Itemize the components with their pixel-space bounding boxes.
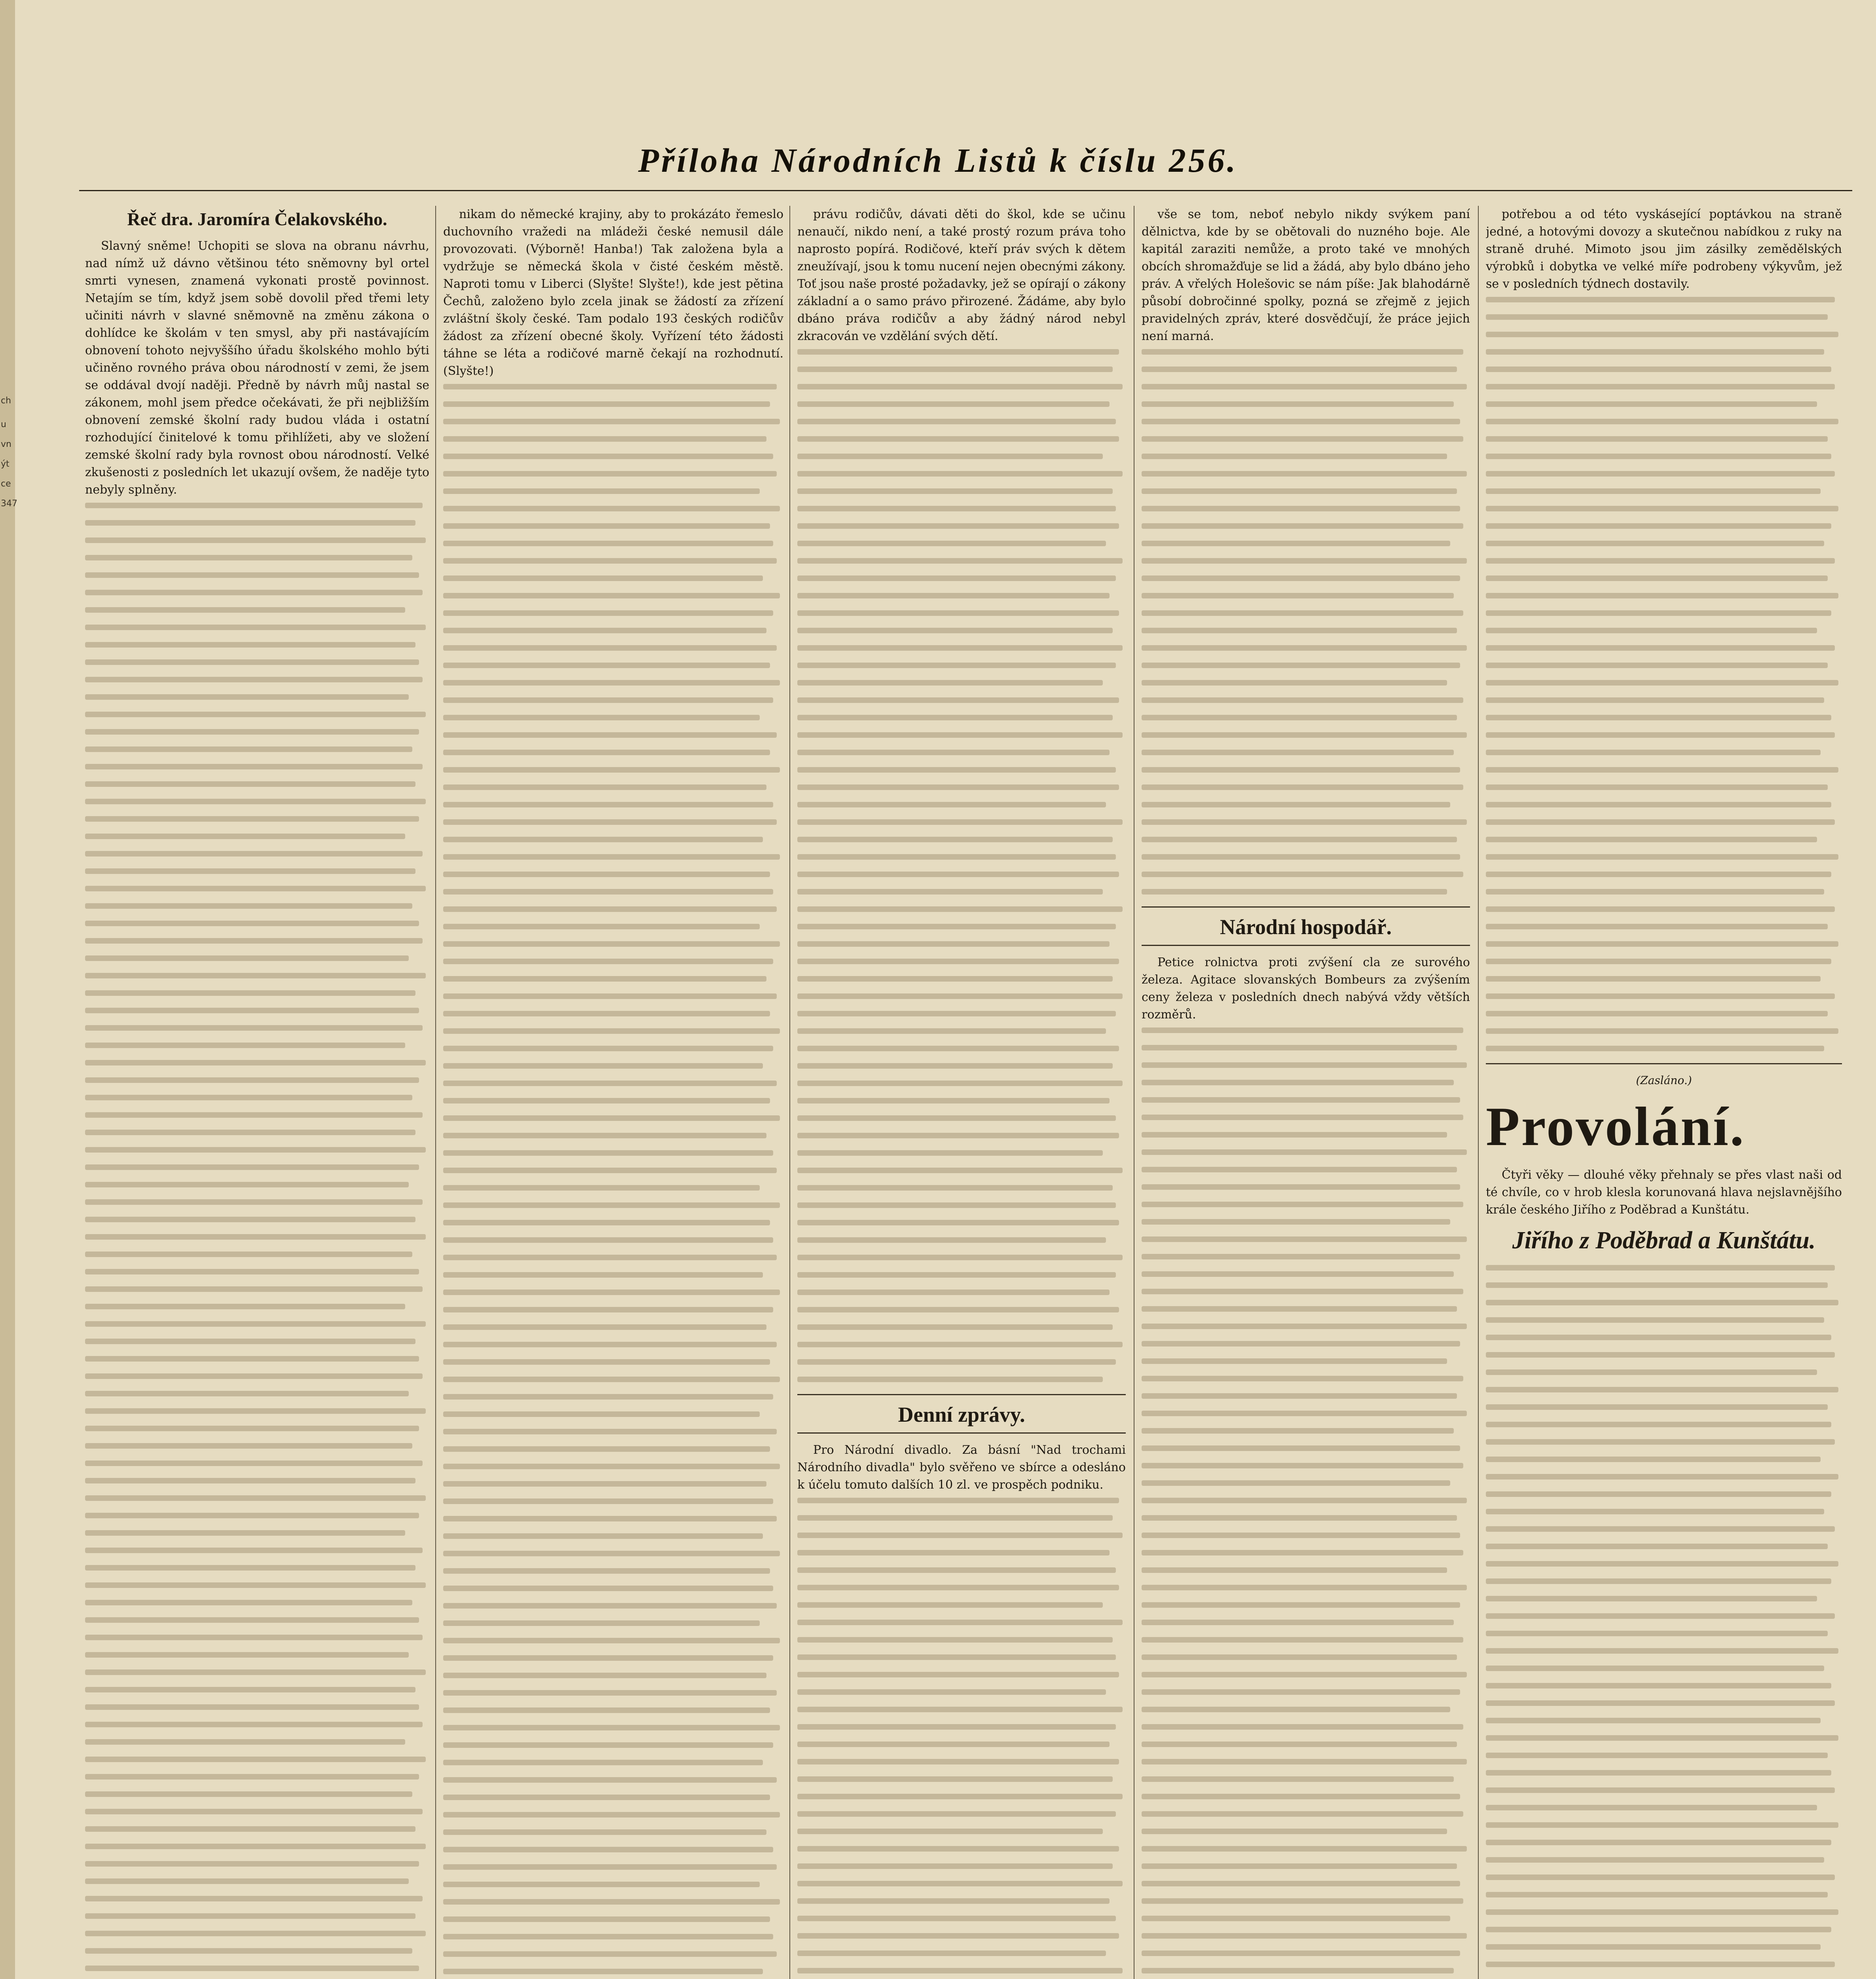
- column-text-lines: [797, 349, 1126, 1382]
- speech-title: Řeč dra. Jaromíra Čelakovského.: [127, 209, 387, 229]
- column-3: [797, 206, 1126, 1979]
- column-text-lines: [1142, 349, 1470, 895]
- column-2: [443, 206, 783, 1979]
- column-5-text: potřebou a od této vyskásející poptávkou na straně jedné, a hotovými dovozy a skutečnou nabídkou z ruky na straně druhé. Mimoto jsou jim zásilky zemědělských výrobků i dobytka ve velké míře podrobeny výkyvům, jež se v posledních týdnech dostavily.: [1486, 207, 1842, 291]
- king-name: Jiřího z Poděbrad a Kunštátu.: [1512, 1227, 1816, 1254]
- column-text-lines: [1142, 1027, 1470, 1979]
- column-2-text: nikam do německé krajiny, aby to prokázáto řemeslo duchovního vražedi na mládeži české nemusil dále provozovati. (Výborně! Hanba!) Tak založena byla a vydržuje se německá škola v čisté českém městě. Naproti tomu v Liberci (Slyšte! Slyšte!), kde jest pětina Čechů, založeno bylo zcela jinak se žádostí za zřízení zvláštní školy české. Tam podalo 193 českých rodičův žádost za zřízení obecné školy. Vyřízení této žádosti táhne se léta a rodičové marně čekají na rozhodnutí. (Slyšte!): [443, 207, 783, 378]
- column-3-text: právu rodičův, dávati děti do škol, kde se učinu nenaučí, nikdo není, a také prostý rozum práva toho naprosto popírá. Rodičové, kteří práv svých k dětem zneužívají, jsou k tomu nucení nejen obecnými zákony. Toť jsou naše prosté požadavky, jež se opírají o zákony základní a o samo právo přirozené. Žádáme, aby bylo dbáno práva rodičův a aby žádný národ nebyl zkracován ve vzdělání svých dětí.: [797, 207, 1126, 343]
- column-rule: [1478, 206, 1479, 1979]
- column-text-lines: [443, 384, 783, 1979]
- column-text-lines: [1486, 297, 1842, 1051]
- column-rule: [789, 206, 790, 1979]
- column-5: [1486, 206, 1842, 1979]
- daily-news-text: Pro Národní divadlo. Za básní "Nad trochami Národního divadla" bylo svěřeno ve sbírce a odesláno k účelu tomuto dalších 10 zl. ve prospěch podniku.: [797, 1443, 1126, 1492]
- section-rule: [1486, 1063, 1842, 1064]
- edge-fragment: vn: [1, 439, 11, 449]
- column-1: [85, 206, 429, 1979]
- column-4-text: vše se tom, neboť nebylo nikdy svýkem paní dělnictva, kde by se obětovali do nuzného boje. Ale kapitál zaraziti nemůže, a proto také ve mnohých obcích shromažďuje se lid a žádá, aby bylo dbáno jeho práv. A vřelých Holešovic se nám píše: Jak blahodárně působí dobročinné spolky, pozná se zřejmě z jejich pravidelných zpráv, které dosvědčují, že práce jejich není marná.: [1142, 207, 1470, 343]
- economy-heading: Národní hospodář.: [1142, 906, 1470, 946]
- edge-fragment: 347: [1, 499, 17, 509]
- daily-news-heading: Denní zprávy.: [797, 1394, 1126, 1434]
- proclamation-intro: Čtyři věky — dlouhé věky přehnaly se přes vlast naši od té chvíle, co v hrob klesla korunovaná hlava nejslavnějšího krále českého Jiřího z Poděbrad a Kunštátu.: [1486, 1168, 1842, 1217]
- column-rule: [435, 206, 436, 1979]
- header-rule: [79, 190, 1852, 191]
- economy-text: Petice rolnictva proti zvýšení cla ze surového železa. Agitace slovanských Bombeurs za zvýšením ceny železa v posledních dnech nabývá vždy větších rozměrů.: [1142, 955, 1470, 1022]
- column-text-lines: [85, 503, 429, 1979]
- speech-text: Slavný sněme! Uchopiti se slova na obranu návrhu, nad nímž už dávno většinou této sněmovny byl ortel smrti vynesen, znamená vykonati prostě povinnost. Netajím se tím, když jsem sobě dovolil před třemi lety učiniti návrh v slavné sněmovně na změnu zákona o dohlídce ke školám v ten smysl, aby při nastávajícím obnovení tohoto nejvyššího úřadu školského mohlo býti učiněno rovného práva obou národností v zemi, že jsem se oddával dvojí naději. Předně by návrh můj nastal se zákonem, mohl jsem předce očekávati, že při nejbližším obnovení zemské školní rady budou vláda i ostatní rozhodující činitelové k tomu přihlížeti, aby ve složení zemské školní rady byla rovnost obou národností. Velké zkušenosti z posledních let ukazují ovšem, že naděje tyto nebyly splněny.: [85, 239, 429, 497]
- edge-fragment: u: [1, 420, 6, 429]
- edge-fragment: ce: [1, 479, 11, 489]
- edge-fragment: ýt: [1, 459, 9, 469]
- column-text-lines: [797, 1498, 1126, 1979]
- proclamation-heading: Provolání.: [1486, 1096, 1745, 1157]
- column-4: [1142, 206, 1470, 1979]
- column-text-lines: [1486, 1265, 1842, 1979]
- edge-fragment: ch: [1, 396, 11, 406]
- supplement-header: Příloha Národních Listů k číslu 256.: [638, 141, 1238, 179]
- paid-notice-label: (Zasláno.): [1636, 1074, 1692, 1087]
- page-binding-edge: [0, 0, 15, 1979]
